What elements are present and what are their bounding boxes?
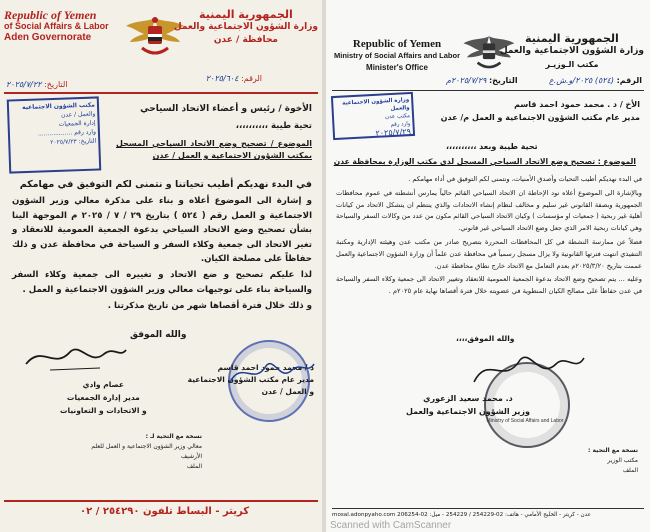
left-footer-rule xyxy=(4,500,318,502)
left-header-rule xyxy=(4,92,318,94)
right-date-line xyxy=(446,76,518,85)
left-document xyxy=(0,0,322,532)
left-sig-title2: و العمل / عدن xyxy=(261,387,314,396)
left-header-ar xyxy=(174,8,318,47)
left-cc-item: الأرشيف xyxy=(180,453,202,460)
left-date-line xyxy=(6,80,67,89)
left-paragraph: لذا عليكم تصحيح و ضع الاتحاد و تغييره الى جمعية وكلاء السفر والسياحة بناء على توجيهات معالي وزير الشؤون الاجتماعية و العمل . xyxy=(12,270,312,295)
right-cc xyxy=(588,446,638,476)
left-header-ar-line3: محافظة / عدن xyxy=(213,35,278,45)
left-sig2-name: عصام وادي xyxy=(82,380,125,389)
left-footer: كريتر - البساط تلفون ٢٥٤٢٩٠ / ٠٢ xyxy=(80,506,250,517)
left-paragraph: و ذلك خلال فترة أقصاها شهر من تاريخ مذكرتنا . xyxy=(107,301,312,312)
right-paragraph: وعليه ... يتم تصحيح وضع الاتحاد بدعوة الجمعية العمومية للانعقاد وتغيير الاتحاد الى جمعية وكلاء السفر والسياحة في عدن حفاظاً على مصالح الكيان المنطوية في عضويته خلال فترة أقصاها نهاية عام ٢٠٢٥م . xyxy=(336,275,642,296)
left-header-ar-line2: وزارة الشؤون الاجتماعية والعمل xyxy=(173,22,318,32)
left-body xyxy=(12,178,312,316)
right-header-en-line3: Minister's Office xyxy=(366,63,428,72)
right-header-rule xyxy=(332,90,644,91)
right-header-ar xyxy=(500,32,644,71)
right-salutation-line2: مدير عام مكتب الشؤون الاجتماعية و العمل م/ عدن xyxy=(440,113,640,122)
left-date-label: التاريخ: xyxy=(44,80,68,89)
right-header-en xyxy=(334,38,460,74)
right-stamp-line3: وارد رقم xyxy=(390,121,411,129)
right-document xyxy=(326,0,650,532)
left-stamp-line1: مكتب الشؤون الاجتماعية xyxy=(21,101,96,112)
left-ref-value: ٢٠٢٥/٦٠٤ xyxy=(205,74,239,83)
left-stamp-line4: وارد رقم .................. xyxy=(37,128,97,138)
left-closing: والله الموفق xyxy=(130,330,187,340)
right-stamp-line4: ٢٠٢٥/٧/٢٩ xyxy=(375,127,412,138)
right-paragraph: فضلاً عن ممارسة النشطة في كل المحافظات المحررة بتصريح صادر من مكتب عدن وهيئته الإدارية ومكتبة التنفيذي انتهت فترتها القانونية ولا يزال مسجل رسمياً في محافظة عدن علماً أن وزارة الشؤون الاجتماعية والعمل عممت بتاريخ ٢٠٢٥/٣/٢٠م بعدم التعامل مع الاتحاد خارج نطاق محافظة عدن. xyxy=(336,237,642,270)
right-ref-line xyxy=(549,76,642,85)
left-ref-line xyxy=(206,74,262,83)
right-cc-label: نسخة مع التحية : xyxy=(588,447,638,454)
left-sig2-title1: مدير إدارة الجمعيات xyxy=(66,393,140,402)
right-cc-item: مكتب الوزير xyxy=(607,457,638,464)
left-sig-name: د / محمد حمود احمد قاسم xyxy=(217,363,314,372)
left-header-ar-line1: الجمهورية اليمنية xyxy=(199,8,293,21)
left-paragraph: في البدء نهديكم أطيب تحياتنا و نتمنى لكم التوفيق في مهامكم xyxy=(19,179,312,190)
left-signature-left xyxy=(20,340,130,380)
right-signature xyxy=(468,346,588,396)
right-header-ar-line1: الجمهورية اليمنية xyxy=(525,32,619,45)
left-salutation: الأخوة / رئيس و أعضاء الاتحاد السياحي xyxy=(140,104,312,114)
left-cc xyxy=(91,432,202,472)
left-subject: الموضوع / تصحيح وضع الاتحاد السياحي المسجل بمكتب الشؤون الاجتماعية و العمل / عدن xyxy=(116,139,312,160)
left-header-en-line1: Republic of Yemen xyxy=(4,8,97,22)
right-header-ar-line2: وزارة الشؤون الاجتماعية والعمل xyxy=(499,46,644,56)
left-sig2-title2: و الاتحادات و التعاونيات xyxy=(60,406,147,415)
left-ref-label: الرقم: xyxy=(241,74,262,83)
right-cc-item: الملف xyxy=(622,467,638,474)
right-sig-title: وزير الشؤون الاجتماعية والعمل xyxy=(405,407,530,416)
left-signature-right xyxy=(226,352,316,392)
right-salutation xyxy=(441,98,640,124)
left-date-value: ٢٠٢٥/٧/٢٢ xyxy=(6,80,42,89)
right-received-stamp xyxy=(331,92,415,140)
right-stamp-line1: وزارة الشؤون الاجتماعية والعمل xyxy=(342,97,410,113)
right-paragraph: في البدء نهديكم أطيب التحيات وأصدق الأمنيات، ونتمنى لكم التوفيق في أداء مهامكم . xyxy=(408,175,642,183)
right-subject: الموضوع : تصحيح وضع الاتحاد السياحي المسجل لدى مكتب الوزارة بمحافظة عدن xyxy=(333,157,636,166)
right-date-label: التاريخ: xyxy=(488,76,518,85)
left-stamp-line5: التاريخ: ٢٠٢٥/٧/٢٣ xyxy=(50,137,97,147)
right-stamp-line2: مكتب عدن xyxy=(384,113,411,121)
right-date-value: ٢٠٢٥/٧/٢٩م xyxy=(446,76,487,85)
left-header-en-line3: Aden Governorate xyxy=(4,32,92,43)
left-header-en-line2: of Social Affairs & Labor xyxy=(4,21,109,31)
right-header-ar-line3: مكتب الـوزيـر xyxy=(545,60,599,69)
right-paragraph: وبالإشارة الى الموضوع أعلاه نود الإحاطة ان الاتحاد السياحي القائم حالياً يمارس أنشطته في عموم محافظات الجمهورية وبصفة القانوني غير سليم و مخالف لنظام إنشاء الاتحادات والذي ينتظم ان يتشكل الاتحاد من كيانات أهلية غير ربحية ( جمعيات او مؤسسات ) وكيان الاتحاد السياحي القائم مكون من عدد من وكالات السفر والسياحة وهي كيانات ربحية الامر الذي جعل وضع الاتحاد السياحي غير قانوني. xyxy=(336,188,642,233)
right-ref-label: الرقم: xyxy=(616,76,642,85)
right-closing: والله الموفق،،،، xyxy=(456,334,515,343)
right-seal-text: Ministry of Social Affairs and Labor xyxy=(486,418,564,424)
right-header-en-line2: Ministry of Social Affairs and Labor xyxy=(334,51,460,60)
left-stamp-line3: إدارة الجمعيات xyxy=(58,119,96,128)
right-salutation-line1: الأخ / د . محمد حمود احمد قاسم xyxy=(514,100,640,109)
right-sig-name: د. محمد سعيد الزعوري xyxy=(423,394,513,403)
right-footer: عدن - كريتر - الخليج الأمامي - هاتف: 02-254229 / 254229 - ميل: 02-206254 mosal.adonpyaho.com xyxy=(332,512,591,518)
right-greeting: تحية طيبة وبعد ،،،،،،،،،، xyxy=(446,142,538,151)
left-cc-item: الملف xyxy=(186,463,202,470)
right-signatory xyxy=(406,392,530,418)
left-greeting: تحية طيبة ،،،،،،،،،، xyxy=(235,121,312,131)
left-received-stamp xyxy=(7,96,102,173)
left-stamp-line2: والعمل / عدن xyxy=(60,110,96,119)
left-cc-item: معالي وزير الشؤون الاجتماعية و العمل للعلم xyxy=(91,443,202,450)
right-ref-value: (٥٢٤) ٢٠٢٥/و.ش.ع xyxy=(548,76,615,85)
left-cc-label: نسخة مع التحية لـ : xyxy=(145,433,202,440)
right-body xyxy=(336,174,642,300)
right-watermark: Scanned with CamScanner xyxy=(330,520,452,531)
left-sig-title1: مدير عام مكتب الشؤون الاجتماعية xyxy=(187,375,314,384)
left-paragraph: و إشارة الى الموضوع أعلاه و بناء على مذكرة معالي وزير الشؤون الاجتماعية و العمل رقم ( ٥٢٤ ) بتاريخ ٢٩ / ٧ / ٢٠٢٥ م الموجهة الينا بشأن تصحيح وضع الاتحاد السياحي بدعوة الجمعية العمومية للانعقاد و تغير الاتحاد الى جمعية وكلاء السفر و السياحة في محافظة عدن و ذلك حفاظاً على مصلحة الكيان. xyxy=(12,196,313,265)
left-header-en xyxy=(4,10,109,43)
left-signatory-left xyxy=(60,378,147,417)
right-header-en-line1: Republic of Yemen xyxy=(352,38,442,50)
right-footer-rule xyxy=(332,508,644,509)
